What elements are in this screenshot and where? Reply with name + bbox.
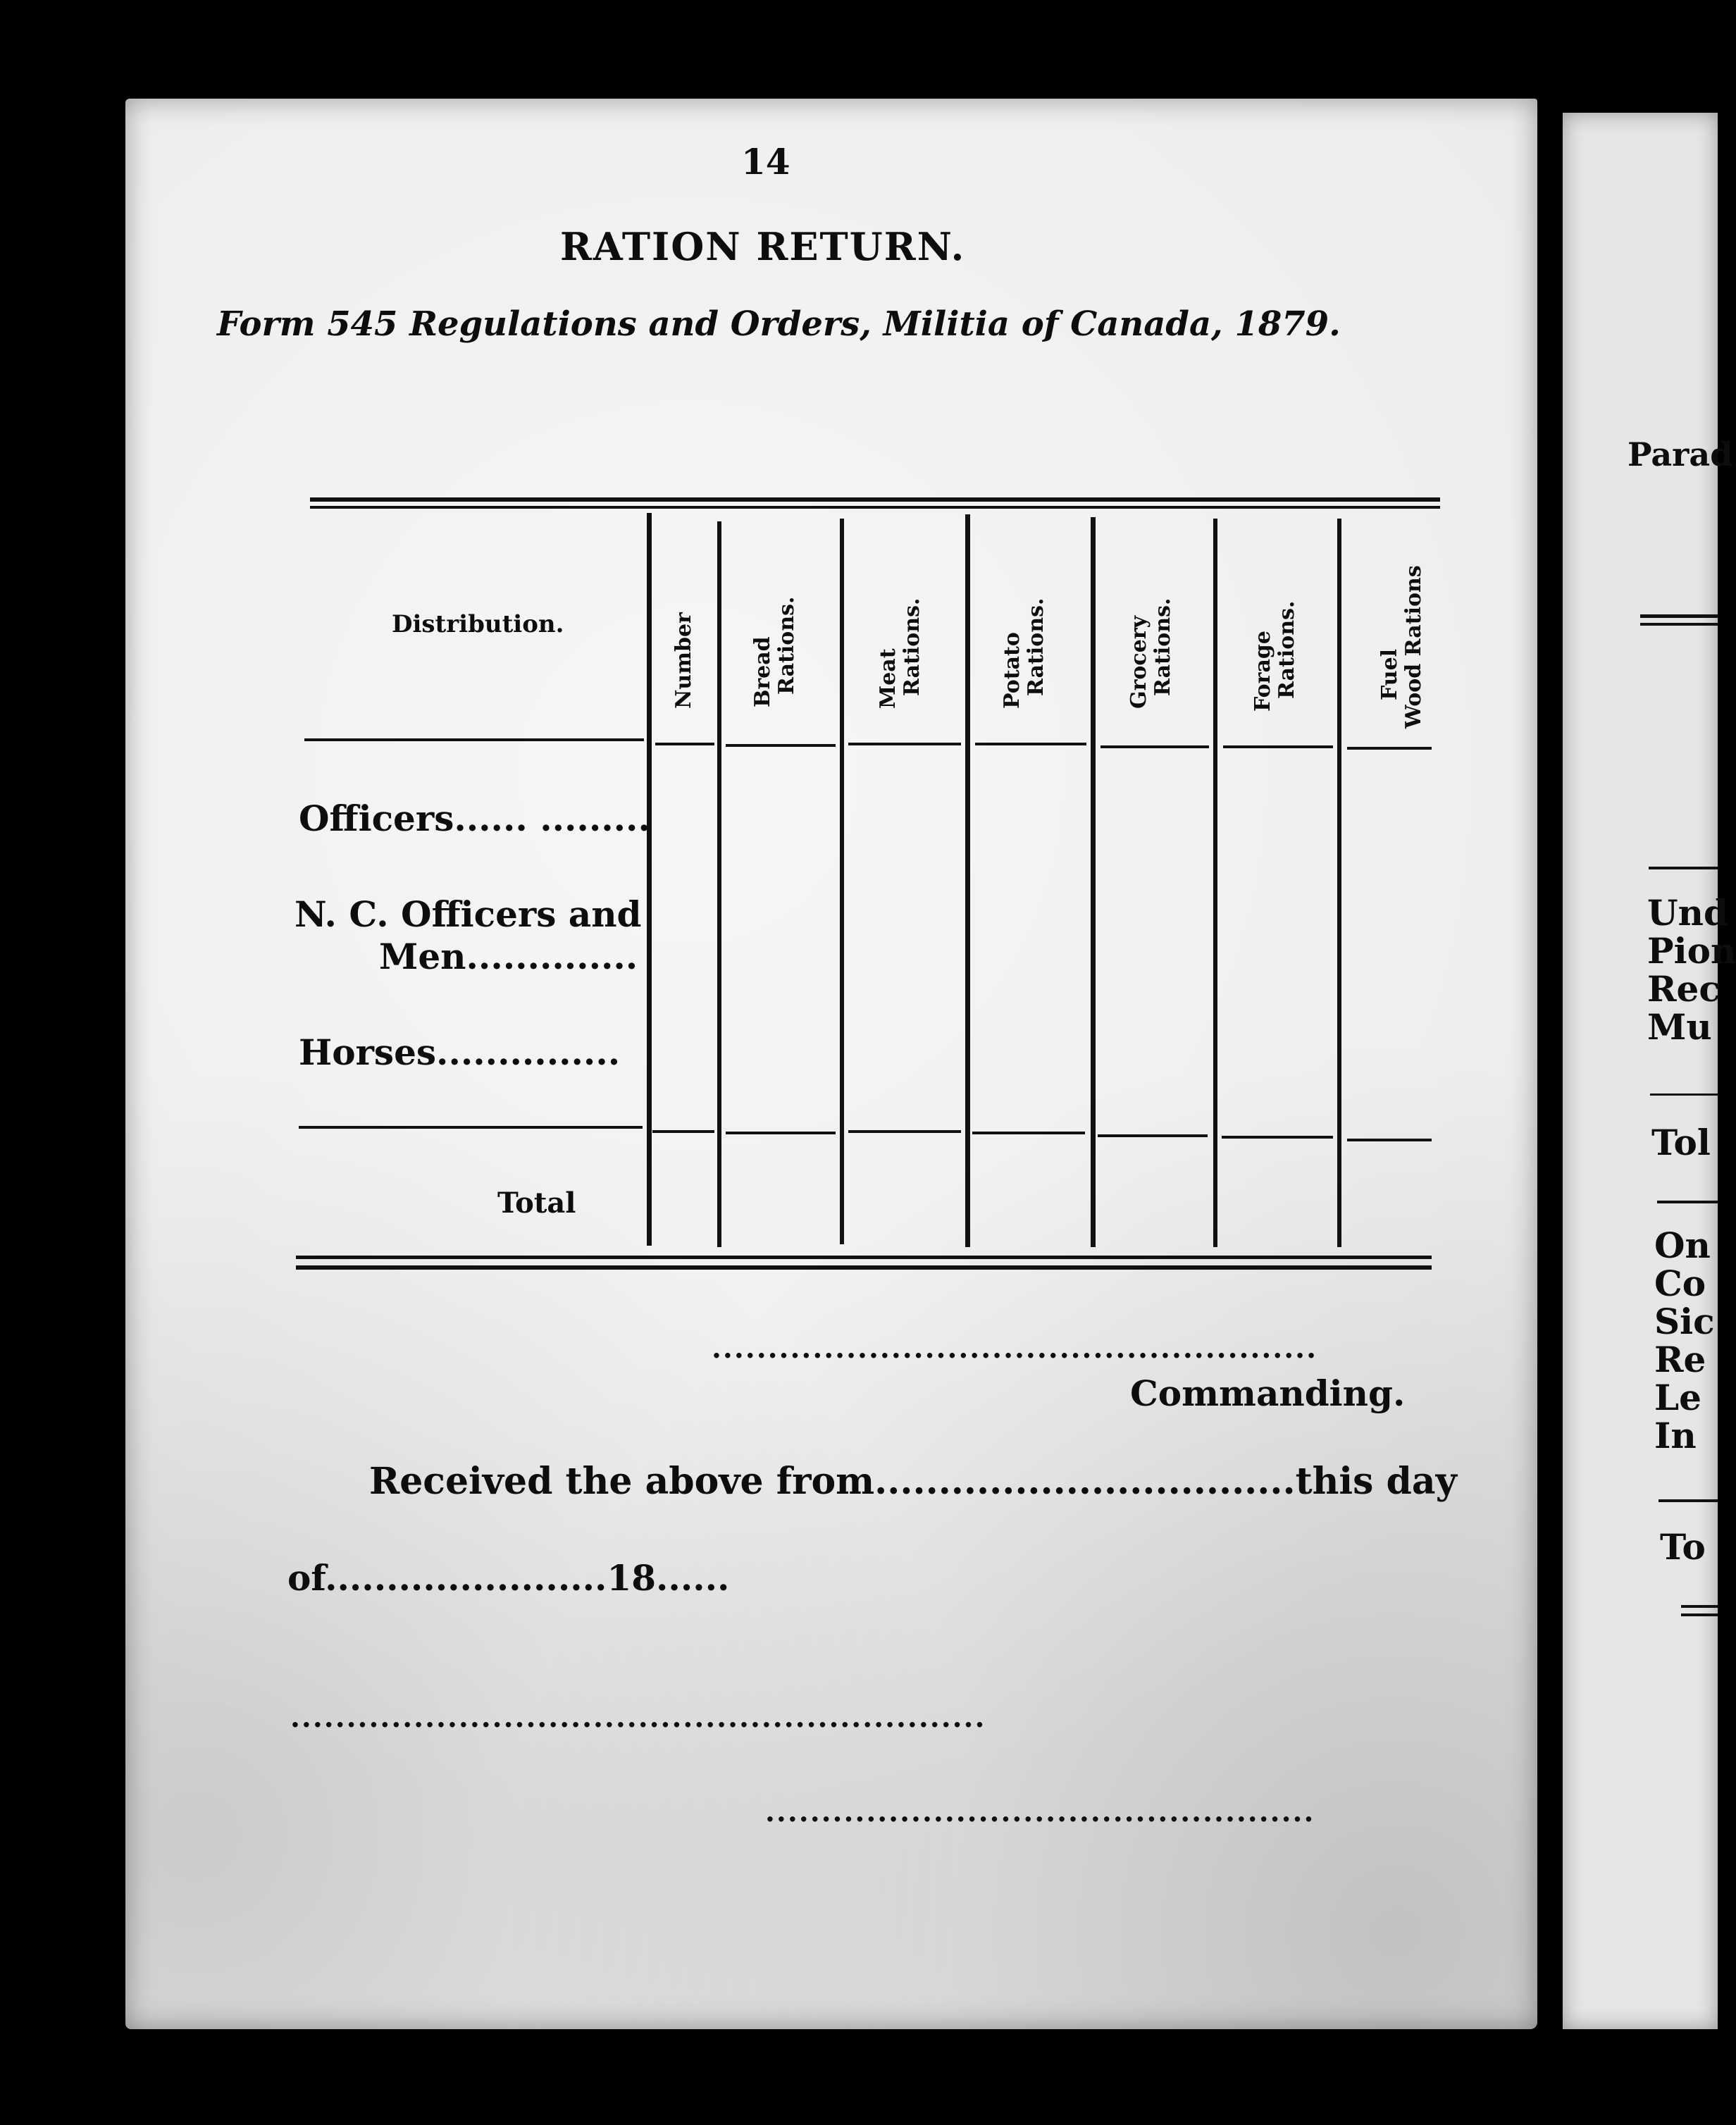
column-header-grocery: Grocery Rations. (1127, 597, 1175, 709)
commanding-signature-line: ...................................................... (712, 1332, 1318, 1365)
adjacent-list-item: In (1654, 1415, 1697, 1456)
received-line: Received the above from.................................this day (369, 1460, 1457, 1503)
total-rule (848, 1130, 961, 1133)
adjacent-list-item: Und (1647, 892, 1728, 934)
adjacent-rule (1658, 1499, 1718, 1502)
receiver-signature-line: .............................................................. (290, 1701, 986, 1734)
date-line: of.......................18...... (287, 1557, 730, 1599)
row-label-horses: Horses............... (299, 1031, 621, 1073)
adjacent-list-item: Co (1654, 1263, 1706, 1304)
total-rule (652, 1130, 714, 1133)
column-header-potato: Potato Rations. (1000, 597, 1048, 709)
adjacent-rule (1657, 1201, 1718, 1203)
header-underline (975, 743, 1086, 745)
header-underline (1347, 747, 1432, 750)
column-header-forage: Forage Rations. (1251, 600, 1299, 712)
column-divider (1337, 519, 1341, 1247)
header-underline (655, 743, 714, 745)
row-label-nco: N. C. Officers and (294, 893, 642, 935)
adjacent-list-item: Re (1654, 1339, 1706, 1380)
column-header-number: Number (671, 612, 696, 709)
distribution-header: Distribution. (392, 610, 564, 638)
adjacent-total: To (1660, 1526, 1706, 1568)
total-label: Total (497, 1187, 576, 1220)
adjacent-rule (1640, 623, 1718, 626)
column-divider (1091, 517, 1096, 1247)
adjacent-rule (1650, 1094, 1718, 1096)
table-bottom-rule (296, 1256, 1432, 1259)
column-divider (965, 514, 970, 1247)
adjacent-list-item: Pion (1647, 930, 1736, 972)
header-underline (1223, 745, 1333, 748)
adjacent-total: Tol (1651, 1122, 1711, 1163)
form-title: RATION RETURN. (560, 224, 966, 269)
column-divider (1213, 519, 1217, 1247)
total-rule (299, 1126, 643, 1129)
adjacent-rule (1640, 614, 1718, 618)
adjacent-rule (1681, 1605, 1718, 1608)
table-top-rule-2 (310, 506, 1440, 509)
adjacent-rule (1681, 1613, 1718, 1616)
page-number: 14 (741, 141, 790, 182)
adjacent-list-item: Mu (1647, 1006, 1712, 1048)
adjacent-list-item: On (1654, 1225, 1711, 1266)
commanding-label: Commanding. (1130, 1373, 1406, 1414)
total-rule (1222, 1136, 1333, 1139)
column-divider (717, 521, 721, 1247)
row-label-officers: Officers...... ......... (299, 798, 650, 839)
header-underline (726, 744, 836, 747)
row-label-men: Men.............. (379, 936, 638, 977)
total-rule (1347, 1139, 1432, 1141)
column-divider (647, 513, 652, 1246)
header-underline (304, 738, 644, 741)
column-header-bread: Bread Rations. (750, 596, 799, 707)
adjacent-list-item: Le (1654, 1377, 1701, 1418)
receiver-title-line: ................................................. (765, 1795, 1315, 1828)
column-divider (840, 519, 844, 1244)
adjacent-list-item: Rec (1647, 968, 1720, 1010)
header-underline (1100, 745, 1209, 748)
adjacent-rule (1649, 867, 1718, 869)
table-bottom-rule-2 (296, 1265, 1432, 1270)
header-underline (848, 743, 961, 745)
adjacent-page (1563, 113, 1736, 2029)
column-header-fuel: Fuel Wood Rations (1377, 565, 1426, 729)
table-top-rule (310, 497, 1440, 502)
form-subtitle: Form 545 Regulations and Orders, Militia of Canada, 1879. (217, 304, 1341, 344)
column-header-meat: Meat Rations. (876, 597, 924, 709)
adjacent-list-item: Sic (1654, 1301, 1715, 1342)
total-rule (1098, 1134, 1208, 1137)
adjacent-parade-text: Parad (1628, 435, 1733, 473)
total-rule (972, 1132, 1085, 1134)
total-rule (726, 1132, 836, 1134)
